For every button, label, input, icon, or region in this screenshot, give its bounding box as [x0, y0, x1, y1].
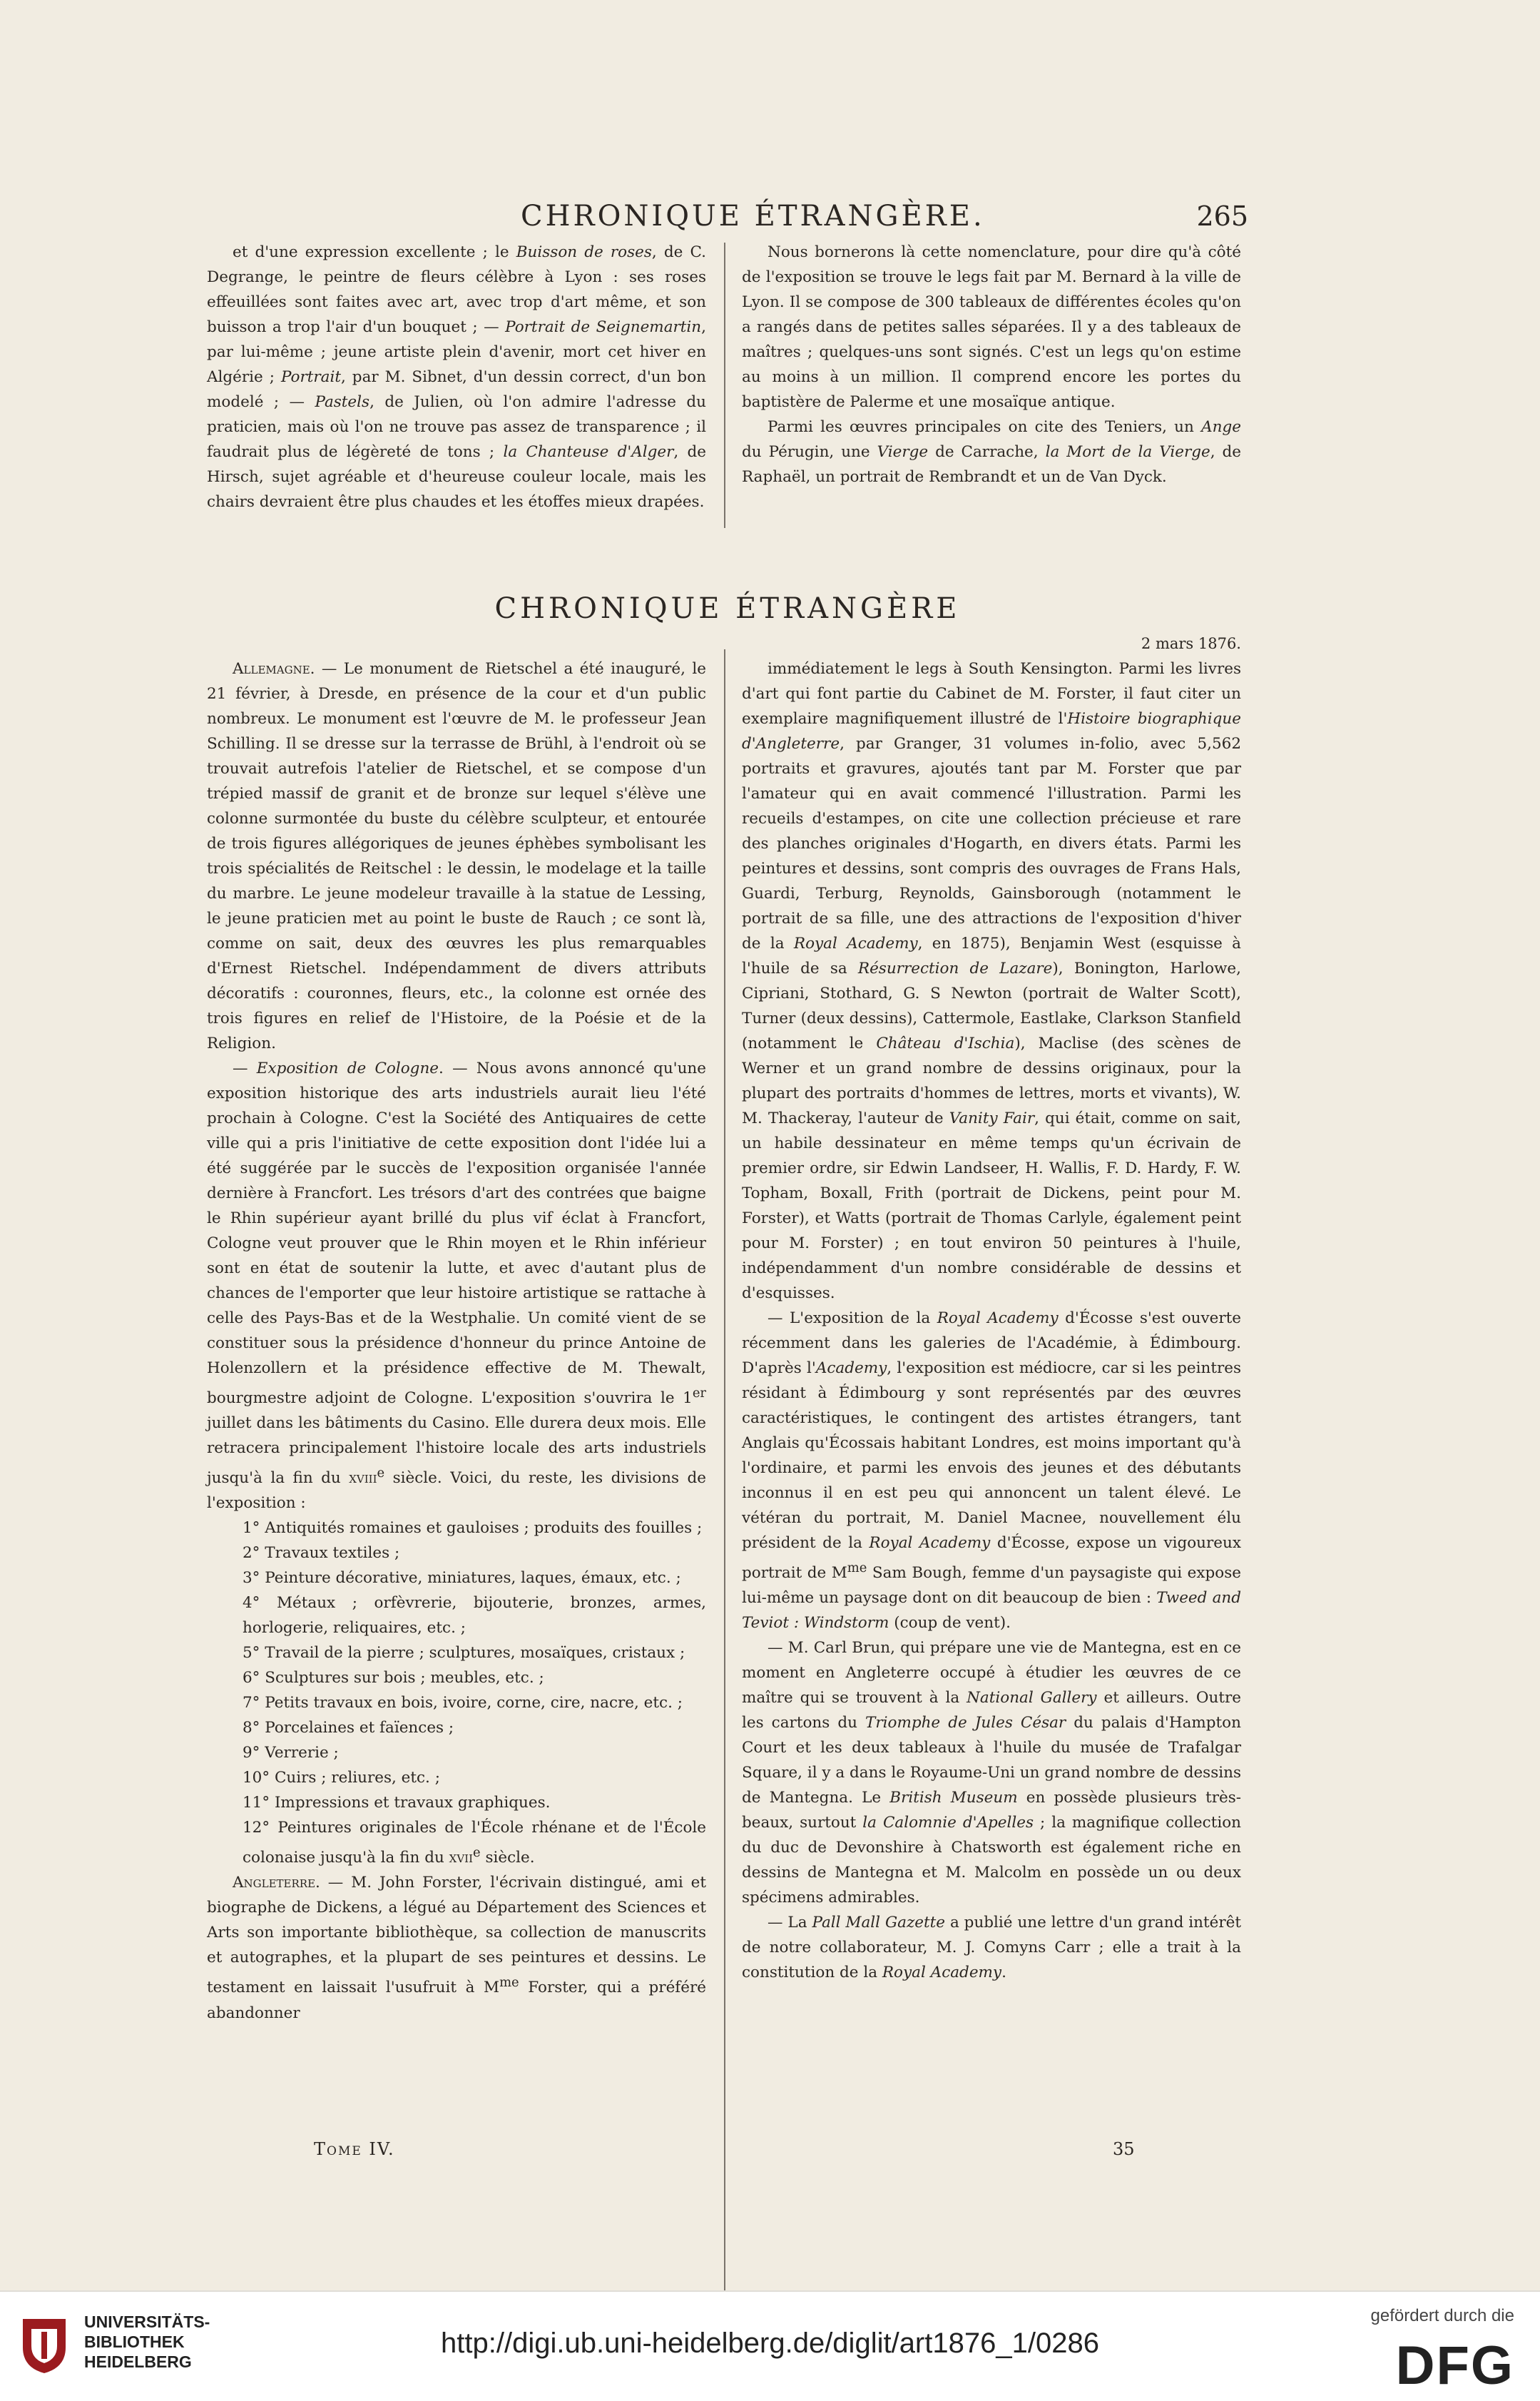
top-right-column: [742, 240, 1241, 489]
column-rule-top: [724, 243, 725, 528]
volume-footer: Tome IV.: [314, 2139, 395, 2159]
paragraph: Nous bornerons là cette nomenclature, pour dire qu'à côté de l'exposition se trouve le legs fait par M. Bernard à la ville de Lyon. Il se compose de 300 tableaux de différentes écoles qu'on a rangés dans de petites salles séparées. Il y a des tableaux de maîtres ; quelques-uns sont signés. C'est un legs qu'on estime au moins à un million. Il comprend encore les portes du baptistère de Palerme et une mosaïque antique.: [742, 243, 1241, 411]
sponsor-caption: gefördert durch die: [1370, 2306, 1514, 2325]
paragraph: — La Pall Mall Gazette a publié une lettre d'un grand intérêt de notre collaborateur, M. J. Comyns Carr ; elle a trait à la constitution de la Royal Academy.: [742, 1914, 1242, 1982]
paragraph: immédiatement le legs à South Kensington. Parmi les livres d'art qui font partie du Cabinet de M. Forster, il faut citer un exemplaire magnifiquement illustré de l'Histoire biographique d'Angleterre, par Granger, 31 volumes in-folio, avec 5,562 portraits et gravures, ajoutés tant par M. Forster que par l'amateur qui en avait commencé l'illustration. Parmi les recueils d'estampes, on cite une collection précieuse et rare des planches originales d'Hogarth, en divers états. Parmi les peintures et dessins, sont compris des ouvrages de Frans Hals, Guardi, Terburg, Reynolds, Gainsborough (notamment le portrait de sa fille, une des attractions de l'exposition d'hiver de la Royal Academy, en 1875), Benjamin West (esquisse à l'huile de sa Résurrection de Lazare), Bonington, Harlowe, Cipriani, Stothard, G. S Newton (portrait de Walter Scott), Turner (deux dessins), Cattermole, Eastlake, Clarkson Stanfield (notamment le Château d'Ischia), Maclise (des scènes de Werner et un grand nombre de dessins originaux, pour la plupart des portraits d'hommes de lettres, morts et vivants), W. M. Thackeray, l'auteur de Vanity Fair, qui était, comme on sait, un habile dessinateur en même temps qu'un écrivain de premier ordre, sir Edwin Landseer, H. Wallis, F. D. Hardy, F. W. Topham, Boxall, Frith (portrait de Dickens, peint pour M. Forster), et Watts (portrait de Thomas Carlyle, également peint pour M. Forster) ; en tout environ 50 peintures à l'huile, indépendamment d'un nombre considérable de dessins et d'esquisses.: [742, 660, 1242, 1302]
paragraph: — M. Carl Brun, qui prépare une vie de Mantegna, est en ce moment en Angleterre occupé à étudier les œuvres de ce maître qui se trouvent à la National Gallery et ailleurs. Outre les cartons du Triomphe de Jules César du palais d'Hampton Court et les deux tableaux à l'huile du musée de Trafalgar Square, il y a dans le Royaume-Uni un grand nombre de dessins de Mantegna. Le British Museum en possède plusieurs très-beaux, surtout la Calomnie d'Apelles ; la magnifique collection du duc de Devonshire à Chatsworth est également riche en dessins de Mantegna et M. Malcolm en possède un ou deux spécimens admirables.: [742, 1639, 1242, 1907]
bottom-left-column: [207, 656, 706, 2026]
paragraph: Angleterre. — M. John Forster, l'écrivain distingué, ami et biographe de Dickens, a légué au Département des Sciences et Arts son importante bibliothèque, sa collection de manuscrits et autographes, et la plupart de ses peintures et dessins. Le testament en laissait l'usufruit à $M^{me}$ Forster, qui a préféré abandonner: [207, 1874, 706, 2022]
column-rule-bottom: [724, 649, 725, 2298]
section-title: CHRONIQUE ÉTRANGÈRE: [494, 592, 961, 625]
paragraph: 11° Impressions et travaux graphiques.: [243, 1794, 551, 1812]
paragraph: 12° Peintures originales de l'École rhénane et de l'École colonaise jusqu'à la fin du xvii$^e$ siècle.: [243, 1819, 706, 1867]
paragraph: 8° Porcelaines et faïences ;: [243, 1719, 454, 1737]
paragraph: 4° Métaux ; orfèvrerie, bijouterie, bronzes, armes, horlogerie, reliquaires, etc. ;: [243, 1594, 706, 1638]
paragraph: — L'exposition de la Royal Academy d'Écosse s'est ouverte récemment dans les galeries de l'Académie, à Édimbourg. D'après l'Academy, l'exposition est médiocre, car si les peintres résidant à Édimbourg y sont représentés par des œuvres caractéristiques, le contingent des artistes étrangers, tant Anglais qu'Écossais habitant Londres, est moins important qu'à l'ordinaire, et parmi les envois des jeunes et des débutants inconnus il en est peu qui annoncent un talent élevé. Le vétéran du portrait, M. Daniel Macnee, nouvellement élu président de la Royal Academy d'Écosse, expose un vigoureux portrait de $M^{me}$ Sam Bough, femme d'un paysagiste qui expose lui-même un paysage dont on dit beaucoup de bien : Tweed and Teviot : Windstorm (coup de vent).: [742, 1309, 1242, 1633]
signature-number: 35: [1113, 2139, 1135, 2159]
paragraph: 9° Verrerie ;: [243, 1744, 339, 1762]
paragraph: 2° Travaux textiles ;: [243, 1544, 400, 1563]
paragraph: 7° Petits travaux en bois, ivoire, corne, cire, nacre, etc. ;: [243, 1694, 683, 1712]
paragraph: — Exposition de Cologne. — Nous avons annoncé qu'une exposition historique des arts industriels aurait lieu l'été prochain à Cologne. C'est la Société des Antiquaires de cette ville qui a pris l'initiative de cette exposition dont l'idée lui a été suggérée par le succès de l'exposition organisée l'année dernière à Francfort. Les trésors d'art des contrées que baigne le Rhin supérieur ayant brillé du plus vif éclat à Francfort, Cologne veut prouver que le Rhin moyen et le Rhin inférieur sont en état de soutenir la lutte, et avec d'autant plus de chances de l'emporter que leur histoire artistique se rattache à celle des Pays-Bas et de la Westphalie. Un comité vient de se constituer sous la présidence d'honneur du prince Antoine de Holenzollern et la présidence effective de M. Thewalt, bourgmestre adjoint de Cologne. L'exposition s'ouvrira le 1er juillet dans les bâtiments du Casino. Elle durera deux mois. Elle retracera principalement l'histoire locale des arts industriels jusqu'à la fin du xviii$^e$ siècle. Voici, du reste, les divisions de l'exposition :: [207, 1060, 707, 1513]
paragraph: 5° Travail de la pierre ; sculptures, mosaïques, cristaux ;: [243, 1644, 685, 1663]
running-title: CHRONIQUE ÉTRANGÈRE.: [521, 200, 985, 233]
bottom-right-column: [742, 656, 1241, 1985]
paragraph: Parmi les œuvres principales on cite des Teniers, un Ange du Pérugin, une Vierge de Carrache, la Mort de la Vierge, de Raphaël, un portrait de Rembrandt et un de Van Dyck.: [742, 418, 1242, 486]
running-header: [207, 200, 1248, 233]
paragraph: Allemagne. — Le monument de Rietschel a été inauguré, le 21 février, à Dresde, en présence de la cour et d'un public nombreux. Le monument est l'œuvre de M. le professeur Jean Schilling. Il se dresse sur la terrasse de Brühl, à l'endroit où se trouvait autrefois l'atelier de Rietschel, et se compose d'un trépied massif de granit et de bronze sur lequel s'élève une colonne surmontée du buste du célèbre sculpteur, et entourée de trois figures allégoriques de jeunes éphèbes symbolisant les trois spécialités de Reitschel : le dessin, le modelage et la taille du marbre. Le jeune modeleur travaille à la statue de Lessing, le jeune praticien met au point le buste de Rauch ; ce sont là, comme on sait, deux des œuvres les plus remarquables d'Ernest Rietschel. Indépendamment de divers attributs décoratifs : couronnes, fleurs, etc., la colonne est ornée des trois figures en relief de l'Histoire, de la Poésie et de la Religion.: [207, 660, 706, 1052]
dfg-logo: DFG: [1395, 2335, 1514, 2396]
paragraph: 3° Peinture décorative, miniatures, laques, émaux, etc. ;: [243, 1569, 681, 1588]
paragraph: et d'une expression excellente ; le Buisson de roses, de C. Degrange, le peintre de fleurs célèbre à Lyon : ses roses effeuillées sont faites avec art, avec trop d'art même, et son buisson a trop l'air d'un bouquet ; — Portrait de Seignemartin, par lui-même ; jeune artiste plein d'avenir, mort cet hiver en Algérie ; Portrait, par M. Sibnet, d'un dessin correct, d'un bon modelé ; — Pastels, de Julien, où l'on admire l'adresse du praticien, mais où l'on ne trouve pas assez de transparence ; il faudrait plus de légèreté de tons ; la Chanteuse d'Alger, de Hirsch, sujet agréable et d'heureuse couleur locale, mais les chairs devraient être plus chaudes et les étoffes mieux drapées.: [207, 243, 706, 511]
top-left-column: [207, 240, 706, 514]
page-number: 265: [1196, 200, 1248, 232]
page-url-link[interactable]: http://digi.ub.uni-heidelberg.de/diglit/art1876_1/0286: [441, 2328, 1099, 2359]
paragraph: 1° Antiquités romaines et gauloises ; produits des fouilles ;: [243, 1519, 703, 1538]
library-name-line2: BIBLIOTHEK: [84, 2333, 185, 2351]
paragraph: 10° Cuirs ; reliures, etc. ;: [243, 1769, 440, 1787]
section-date: 2 mars 1876.: [1141, 635, 1241, 652]
library-name-line1: UNIVERSITÄTS-: [84, 2313, 210, 2331]
library-name-line3: HEIDELBERG: [84, 2352, 192, 2371]
paragraph: 6° Sculptures sur bois ; meubles, etc. ;: [243, 1669, 544, 1687]
